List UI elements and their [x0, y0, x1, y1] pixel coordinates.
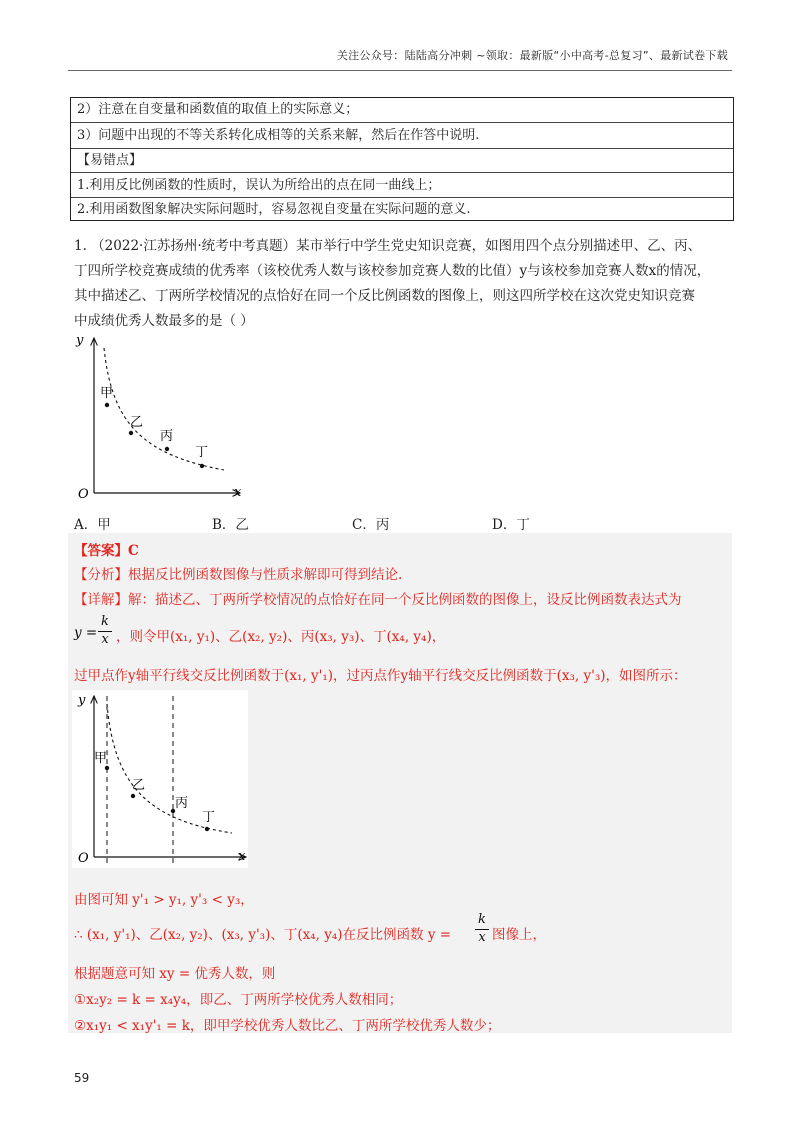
note-line: 2）注意在自变量和函数值的取值上的实际意义； [77, 102, 359, 117]
notes-box [70, 97, 734, 221]
formula-rest: ，则令甲(x₁, y₁)、乙(x₂, y₂)、丙(x₃, y₃)、丁(x₄, y₄)， [116, 629, 446, 645]
question-line: 丁四所学校竞赛成绩的优秀率（该校优秀人数与该校参加竞赛人数的比值）y与该校参加竞赛人数x的情况， [74, 263, 711, 279]
label-jia: 甲 [94, 751, 108, 766]
choices [74, 513, 634, 533]
item-2: ②x₁y₁ < x₁y'₁ = k，即甲学校优秀人数比乙、丁两所学校优秀人数少； [74, 1018, 501, 1034]
detail-line: 【详解】解：描述乙、丁两所学校情况的点恰好在同一个反比例函数的图像上，设反比例函数表达式为 [74, 592, 682, 608]
question-line: 中成绩优秀人数最多的是（ ） [74, 313, 254, 329]
meaning-line: 根据题意可知 xy = 优秀人数，则 [74, 966, 276, 982]
x-axis-label: x [234, 485, 242, 500]
divider [71, 197, 733, 198]
therefore-tail: 图像上， [492, 927, 546, 943]
formula-k: k [101, 614, 109, 629]
graph-conclusion: 由图可知 y'₁ > y₁, y'₃ < y₃， [74, 892, 254, 908]
label-bing: 丙 [175, 796, 189, 811]
choice-d: D．丁 [492, 517, 530, 533]
formula-x: x [478, 930, 486, 945]
formula-x: x [101, 632, 109, 647]
point-bing [165, 447, 169, 451]
x-axis-label: x [238, 849, 246, 864]
choice-a: A．甲 [74, 517, 111, 533]
note-line: 1.利用反比例函数的性质时，误认为所给出的点在同一曲线上； [77, 178, 441, 193]
label-ding: 丁 [195, 445, 209, 460]
figure-1 [74, 330, 254, 505]
item-1: ①x₂y₂ = k = x₄y₄，即乙、丁两所学校优秀人数相同； [74, 992, 403, 1008]
point-yi [131, 794, 135, 798]
choice-b: B．乙 [212, 517, 249, 533]
analysis-line: 【分析】根据反比例函数图像与性质求解即可得到结论. [74, 567, 403, 583]
label-yi: 乙 [130, 415, 144, 430]
note-line: 2.利用函数图象解决实际问题时，容易忽视自变量在实际问题的意义. [77, 202, 471, 217]
label-bing: 丙 [160, 429, 174, 444]
choice-c: C．丙 [352, 517, 390, 533]
point-ding [205, 827, 209, 831]
figure-2 [72, 690, 248, 868]
label-jia: 甲 [100, 386, 114, 401]
formula-k: k [478, 912, 486, 927]
divider [71, 172, 733, 173]
formula-lhs: y = [74, 625, 98, 641]
answer-label: 【答案】C [74, 543, 139, 559]
label-yi: 乙 [132, 778, 146, 793]
origin-label: O [78, 851, 89, 866]
label-ding: 丁 [202, 810, 216, 825]
note-line: 【易错点】 [77, 153, 143, 168]
question-line: 1. （2022·江苏扬州·统考中考真题）某市举行中学生党史知识竞赛，如图用四个点分别描述甲、乙、丙、 [74, 238, 702, 254]
divider [71, 122, 733, 123]
y-axis-label: y [78, 693, 86, 708]
construction-line: 过甲点作y轴平行线交反比例函数于(x₁, y'₁)，过丙点作y轴平行线交反比例函数于(x₃, y'₃)，如图所示： [74, 668, 687, 684]
point-ding [200, 464, 204, 468]
header-rule [68, 70, 732, 71]
point-jia [105, 403, 109, 407]
point-jia [105, 766, 109, 770]
note-line: 3）问题中出现的不等关系转化成相等的关系来解，然后在作答中说明. [77, 128, 480, 143]
question-line: 其中描述乙、丁两所学校情况的点恰好在同一个反比例函数的图像上，则这四所学校在这次党史知识竞赛 [74, 288, 695, 304]
y-axis-label: y [76, 333, 84, 348]
point-yi [129, 431, 133, 435]
page-header: 关注公众号：陆陆高分冲刺 ~领取：最新版“小中高考-总复习”、最新试卷下载 [336, 49, 728, 62]
therefore-text: ∴ (x₁, y'₁)、乙(x₂, y₂)、(x₃, y'₃)、丁(x₄, y₄)在反比例函数 y = [74, 927, 452, 943]
page-number: 59 [74, 1071, 90, 1085]
divider [71, 148, 733, 149]
figure-2-background [72, 690, 248, 868]
origin-label: O [78, 487, 89, 502]
